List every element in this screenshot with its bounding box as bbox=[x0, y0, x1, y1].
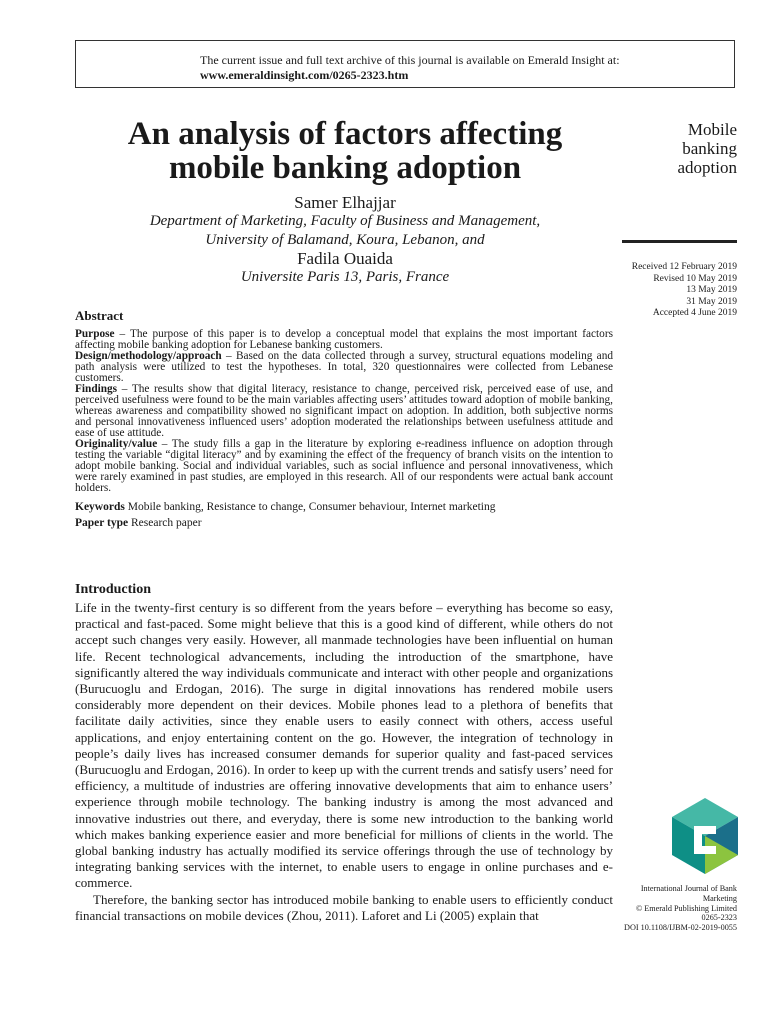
journal-notice-box bbox=[75, 40, 735, 88]
design-label: Design/methodology/approach bbox=[75, 350, 222, 362]
body-paragraph: Therefore, the banking sector has introduced mobile banking to enable users to efficiently conduct financial transactions on mobile devices (Zhou, 2011). Laforet and Li (2005) explain that bbox=[75, 891, 613, 923]
abstract-originality bbox=[75, 439, 613, 494]
introduction-section bbox=[75, 582, 613, 924]
author-affiliation: Universite Paris 13, Paris, France bbox=[240, 269, 450, 285]
body-paragraph: Life in the twenty-first century is so different from the years before – everything has become so easy, practical and fast-paced. Some might believe that this is a good kind of different, while others do not accept such changes very easily. However, all manmade technologies have been influential on human life. Recent technological advancements, including the introduction of the smartphone, have significantly altered the way individuals communicate and interact with other people and organizations (Burucuoglu and Erdogan, 2016). The surge in digital innovations has rendered mobile users considerably more dependent on their devices. Mobile phones lead to a plethora of benefits that facilitate daily activities, since they enable users to easily connect with others, access useful applications, and enjoy entertaining content on the go. However, the integration of technology in people’s daily lives has increased consumer demands for superior quality and fast-paced services (Burucuoglu and Erdogan, 2016). In order to keep up with the current trends and satisfy users’ need for efficiency, a multitude of industries are offering innovative developments that aim to enhance users’ experience through mobile technology. The banking industry is among the most advanced and innovative industries out there, and everyday, there is some new introduction to the banking world which makes banking experience easier and more beneficial for millions of clients in the world. The global banking industry has actually modified its service offerings through the use of technology by integrating banking services with the internet, to enable users to engage in online purchases and e-commerce. bbox=[75, 600, 613, 891]
author-name: Samer Elhajjar bbox=[294, 193, 396, 212]
running-title-line: Mobile bbox=[687, 120, 737, 139]
revised-date: 13 May 2019 bbox=[686, 285, 737, 295]
affiliation-line-2: University of Balamand, Koura, Lebanon, and bbox=[205, 232, 485, 248]
revised-date: Revised 10 May 2019 bbox=[653, 273, 737, 284]
findings-text: – The results show that digital literacy, resistance to change, perceived risk, perceived ease of use, and perceived usefulness were found to be the main variables affecting users’ attitudes toward adoption of mobile banking, whereas awareness and compatibility showed no significant impact on adoption. In addition, both subjective norms and personal innovativeness influenced users’ adoption moderated the relationships between usefulness attitude and ease of use attitude. bbox=[75, 383, 613, 439]
paper-type-label: Paper type bbox=[75, 517, 129, 529]
title-line-1: An analysis of factors affecting bbox=[127, 116, 563, 152]
running-title bbox=[622, 120, 737, 177]
design-text: – Based on the data collected through a survey, structural equations modeling and path analysis were utilized to test the hypotheses. In total, 320 questionnaires were collected from Lebanese customers. bbox=[75, 350, 613, 384]
accepted-date: Accepted 4 June 2019 bbox=[652, 308, 737, 318]
journal-info bbox=[622, 884, 737, 933]
affiliation-line-1: Department of Marketing, Faculty of Business and Management, bbox=[149, 213, 541, 229]
abstract-heading: Abstract bbox=[75, 308, 124, 323]
keywords-label: Keywords bbox=[75, 501, 125, 513]
publisher: © Emerald Publishing Limited bbox=[635, 903, 737, 913]
abstract-purpose bbox=[75, 329, 613, 351]
emerald-logo-icon bbox=[672, 798, 738, 874]
running-title-line: banking bbox=[682, 139, 737, 158]
introduction-heading: Introduction bbox=[75, 582, 151, 597]
author-name: Fadila Ouaida bbox=[297, 249, 393, 268]
paper-type bbox=[75, 515, 613, 531]
abstract-design bbox=[75, 351, 613, 384]
originality-label: Originality/value bbox=[75, 438, 158, 450]
revised-date: 31 May 2019 bbox=[686, 296, 737, 307]
findings-label: Findings bbox=[75, 383, 118, 395]
issn: 0265-2323 bbox=[701, 913, 737, 923]
running-title-line: adoption bbox=[677, 158, 737, 177]
paper-type-text: Research paper bbox=[128, 517, 202, 529]
author-affiliation bbox=[75, 212, 615, 250]
notice-text: The current issue and full text archive of this journal is available on Emerald Insight at: bbox=[200, 53, 620, 67]
sidebar-rule bbox=[622, 240, 737, 243]
keywords-text: Mobile banking, Resistance to change, Consumer behaviour, Internet marketing bbox=[124, 501, 496, 513]
originality-text: – The study fills a gap in the literature by exploring e-readiness influence on adoption through testing the variable “digital literacy” and by examining the effect of the frequency of branch visits on the intention to adopt mobile banking. Social and individual variables, such as social influence and personal innovativeness, which were rarely examined in past studies, are employed in this research. All of our respondents were actual bank account holders. bbox=[75, 438, 613, 494]
abstract-section bbox=[75, 310, 613, 531]
purpose-label: Purpose bbox=[75, 328, 115, 340]
journal-name-line: International Journal of Bank bbox=[640, 884, 737, 893]
paper-title bbox=[75, 117, 615, 185]
doi[interactable]: DOI 10.1108/IJBM-02-2019-0055 bbox=[624, 923, 737, 933]
journal-url[interactable]: www.emeraldinsight.com/0265-2323.htm bbox=[200, 68, 409, 82]
journal-name-line: Marketing bbox=[702, 893, 737, 903]
received-dates bbox=[600, 262, 737, 320]
received-date: Received 12 February 2019 bbox=[631, 262, 737, 272]
abstract-findings bbox=[75, 384, 613, 439]
purpose-text: – The purpose of this paper is to develop a conceptual model that explains the most important factors affecting mobile banking adoption for Lebanese banking customers. bbox=[75, 328, 613, 351]
title-line-2: mobile banking adoption bbox=[168, 150, 522, 186]
keywords bbox=[75, 499, 613, 515]
